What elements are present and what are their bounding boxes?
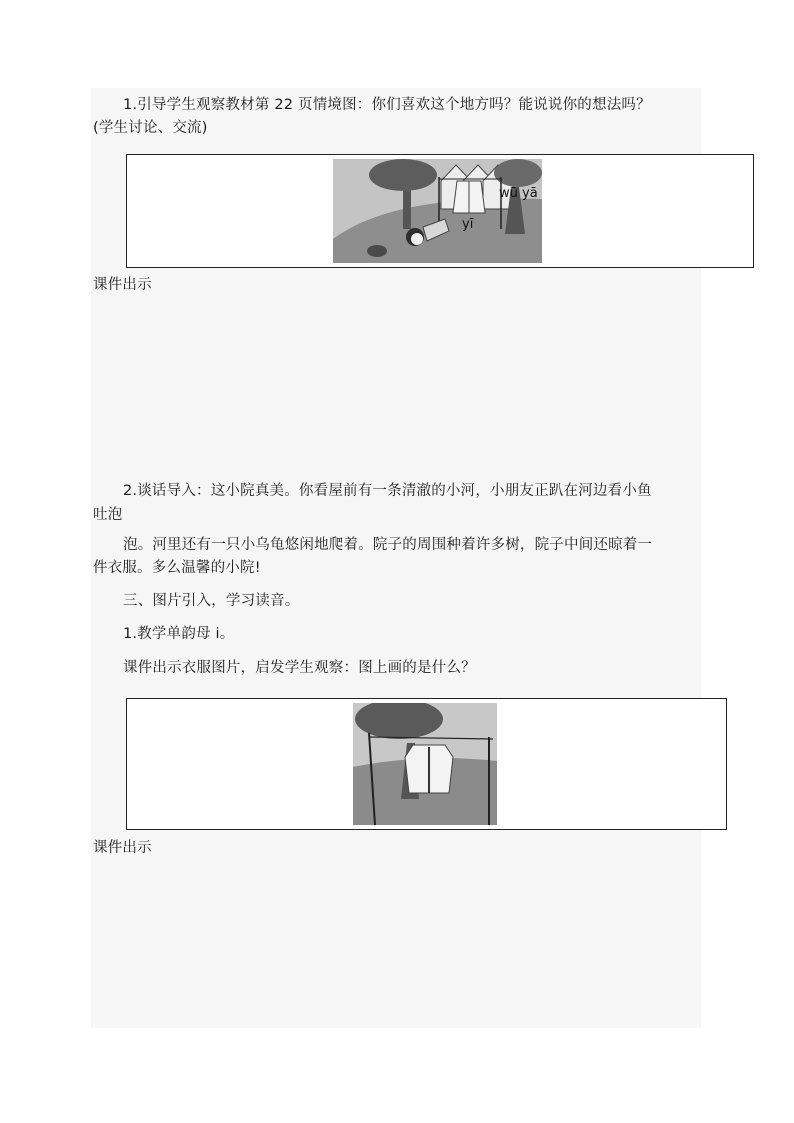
paragraph-2-line-1: 2.谈话导入：这小院真美。你看屋前有一条清澈的小河，小朋友正趴在河边看小鱼 [123, 483, 652, 499]
courtyard-scene-image [333, 159, 542, 263]
item-1-heading: 1.教学单韵母 i。 [123, 626, 235, 642]
section-heading-3: 三、图片引入，学习读音。 [123, 593, 300, 609]
paragraph-3-line-2: 件衣服。多么温馨的小院! [93, 560, 261, 576]
caption-1: 课件出示 [93, 277, 152, 293]
caption-2: 课件出示 [93, 840, 152, 856]
paragraph-1-line-1: 1.引导学生观察教材第 22 页情境图：你们喜欢这个地方吗？能说说你的想法吗？ [123, 97, 651, 113]
paragraph-3-line-1: 泡。河里还有一只小乌龟悠闲地爬着。院子的周围种着许多树，院子中间还晾着一 [123, 537, 653, 553]
item-1-description: 课件出示衣服图片，启发学生观察：图上画的是什么？ [123, 660, 476, 676]
paragraph-2-line-2: 吐泡 [93, 507, 123, 523]
pinyin-wuya-label: wū yā [499, 186, 538, 201]
pinyin-yi-label: yī [462, 217, 474, 232]
paragraph-1-line-2: (学生讨论、交流) [93, 120, 208, 136]
clothes-on-line-image [353, 703, 497, 825]
